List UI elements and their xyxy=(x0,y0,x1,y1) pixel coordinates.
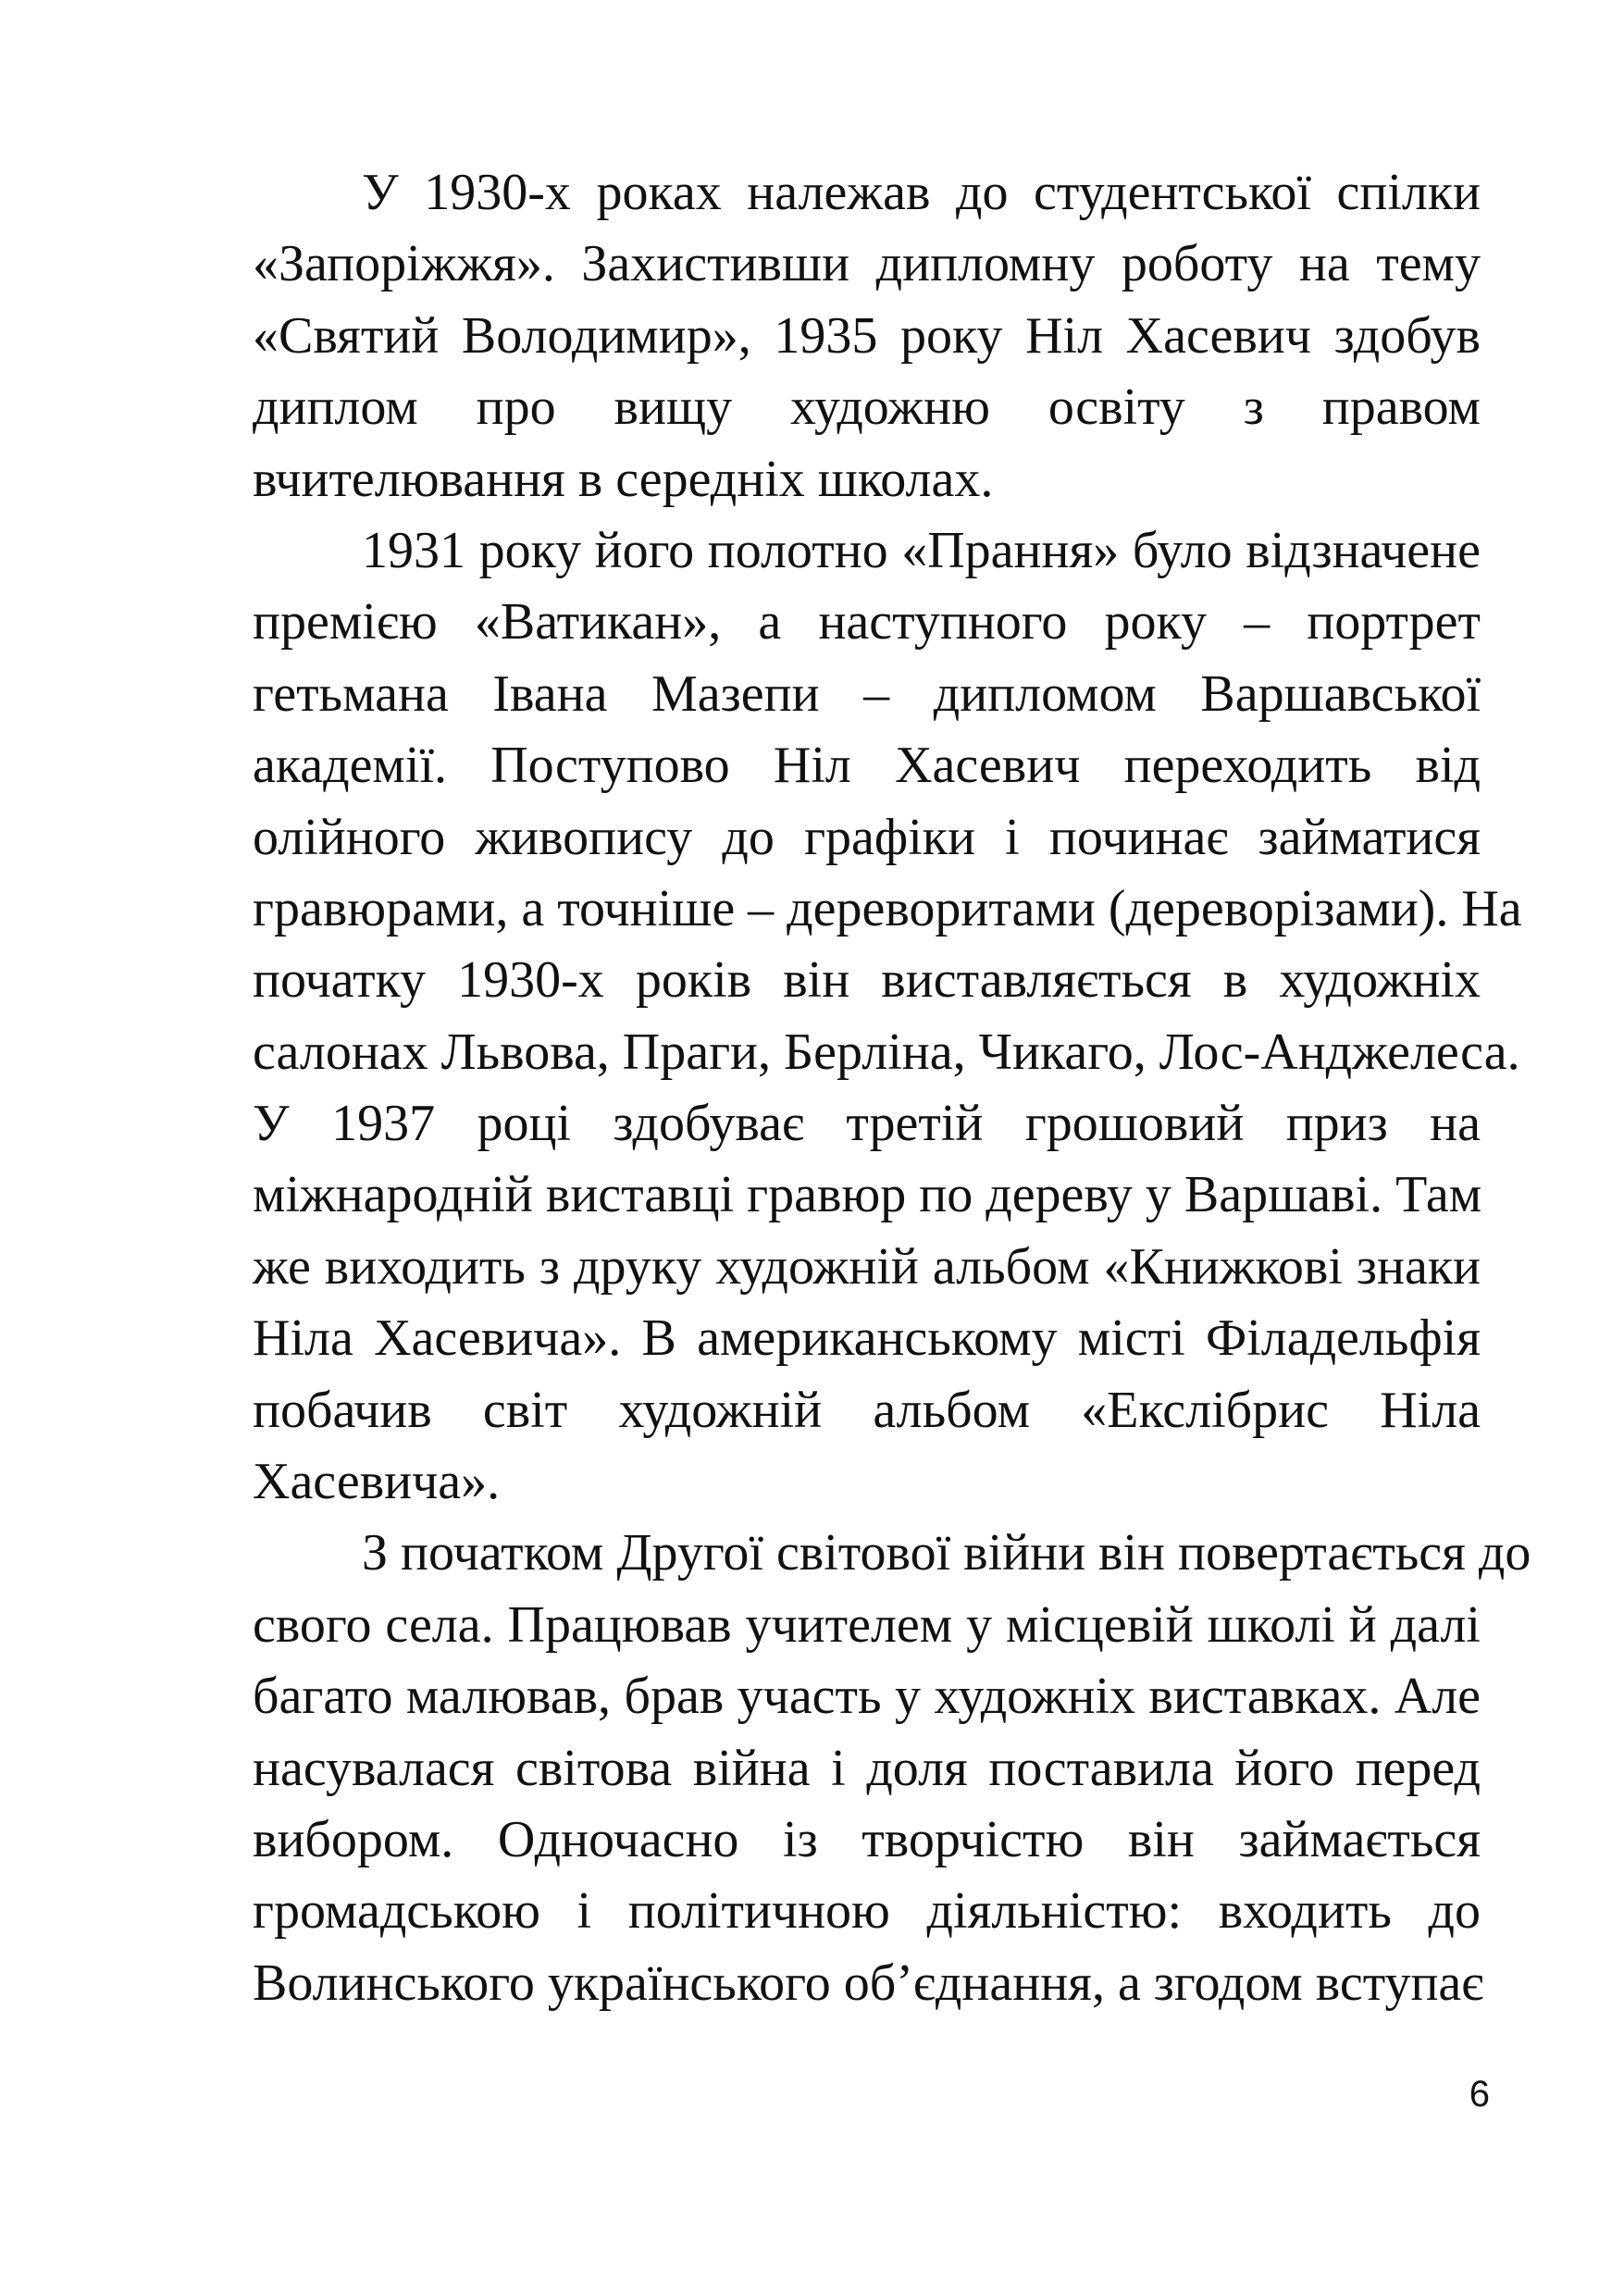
text-line: міжнародній виставці гравюр по дереву у Варшаві. Там xyxy=(253,1166,1482,1224)
text-line: диплом про вищу художню освіту з правом xyxy=(253,378,1481,437)
page-number: 6 xyxy=(1469,2074,1490,2115)
text-line: З початком Другої світової війни він повертається до xyxy=(362,1524,1531,1582)
text-line: олійного живопису до графіки і починає займатися xyxy=(253,808,1481,866)
text-line: Ніла Хасевича». В американському місті Філадельфія xyxy=(253,1309,1481,1368)
text-line: салонах Львова, Праги, Берліна, Чикаго, Лос-Анджелеса. xyxy=(253,1023,1520,1081)
paragraph-1 xyxy=(143,157,1481,515)
text-line: насувалася світова війна і доля поставила його перед xyxy=(253,1739,1481,1797)
text-line: побачив світ художній альбом «Екслібрис Ніла xyxy=(253,1381,1481,1439)
text-line: багато малював, брав участь у художніх виставках. Але xyxy=(253,1668,1481,1726)
text-line: академії. Поступово Ніл Хасевич переходить від xyxy=(253,737,1481,795)
text-line: У 1937 році здобуває третій грошовий приз на xyxy=(253,1095,1481,1153)
text-line: Волинського українського об’єднання, а згодом вступає xyxy=(253,1954,1484,2012)
text-line: початку 1930-х років він виставляється в художніх xyxy=(253,951,1481,1010)
paragraph-2 xyxy=(143,515,1522,1518)
text-line: свого села. Працював учителем у місцевій школі й далі xyxy=(253,1595,1481,1654)
text-line: вибором. Одночасно із творчістю він займається xyxy=(253,1810,1481,1868)
text-line: «Святий Володимир», 1935 року Ніл Хасевич здобув xyxy=(253,306,1481,365)
text-line: «Запоріжжя». Захистивши дипломну роботу на тему xyxy=(253,235,1481,293)
text-line: 1931 року його полотно «Прання» було відзначене xyxy=(362,521,1481,579)
text-line: У 1930-х роках належав до студентської спілки xyxy=(362,164,1481,221)
paragraph-3 xyxy=(143,1518,1531,2019)
text-line: Хасевича». xyxy=(253,1453,501,1511)
text-line: громадською і політичною діяльністю: входить до xyxy=(253,1882,1481,1941)
text-line: вчителювання в середніх школах. xyxy=(253,450,994,508)
text-line: гетьмана Івана Мазепи – дипломом Варшавської xyxy=(253,664,1481,723)
text-line: гравюрами, а точніше – дереворитами (дереворізами). На xyxy=(253,879,1522,937)
body-text xyxy=(143,157,1531,2019)
text-line: премією «Ватикан», а наступного року – портрет xyxy=(253,593,1481,651)
text-line: же виходить з друку художній альбом «Книжкові знаки xyxy=(253,1237,1481,1296)
